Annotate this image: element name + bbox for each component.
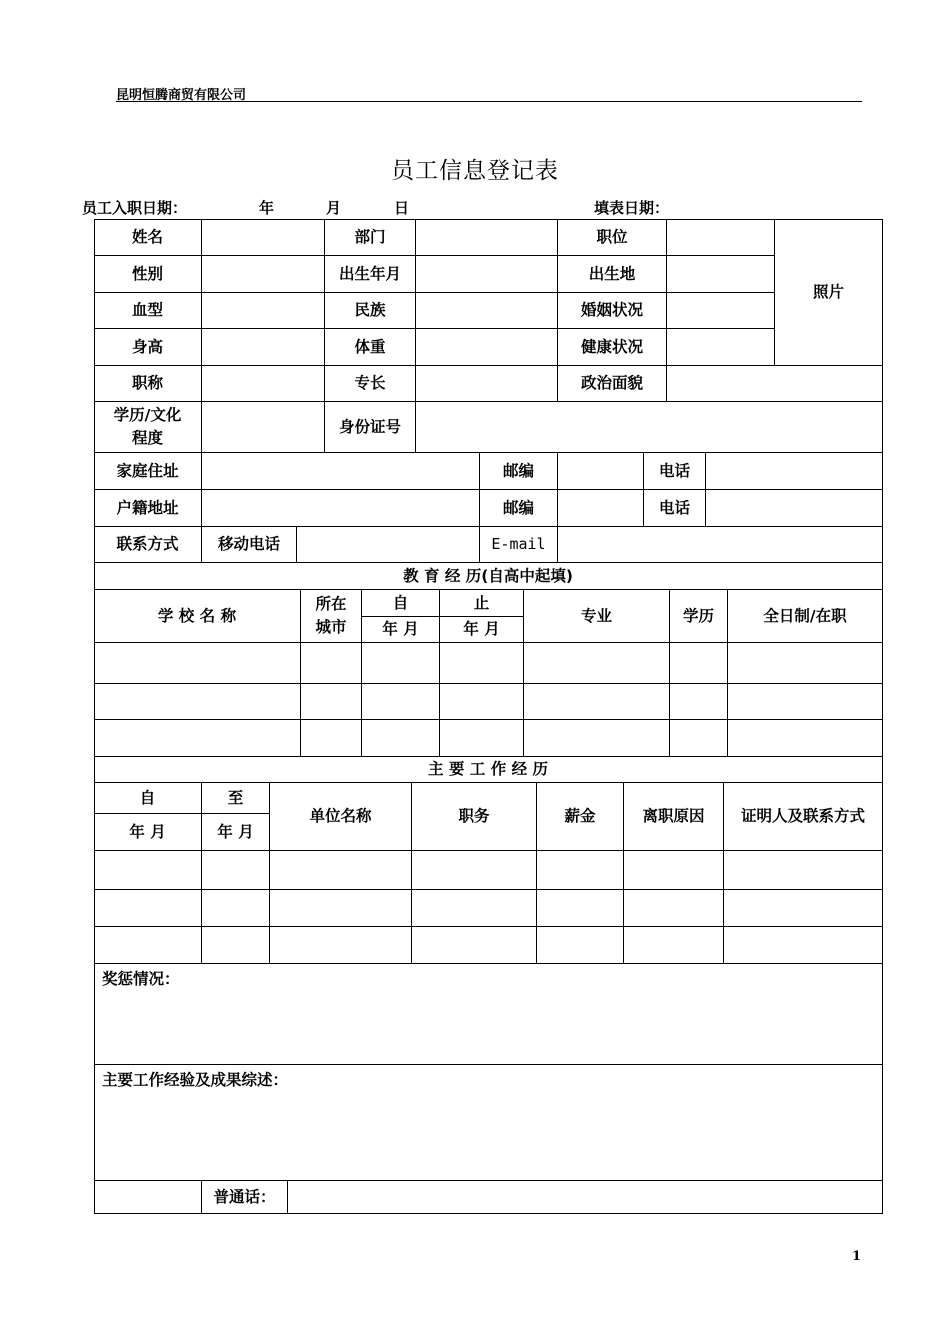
work-input-cell[interactable]: [94, 927, 202, 964]
label-registered-address: 户籍地址: [94, 490, 202, 527]
edu-input-cell[interactable]: [362, 643, 440, 684]
edu-input-cell[interactable]: [524, 684, 670, 720]
input-political-status[interactable]: [667, 366, 883, 402]
work-col-to: 至: [202, 783, 270, 814]
input-id-number[interactable]: [416, 402, 883, 453]
input-language-extra[interactable]: [94, 1181, 202, 1214]
edu-input-cell[interactable]: [362, 684, 440, 720]
label-mandarin: 普通话：: [202, 1181, 288, 1214]
edu-input-cell[interactable]: [362, 720, 440, 757]
entry-year-label: 年: [259, 199, 275, 217]
work-input-cell[interactable]: [412, 927, 537, 964]
work-input-cell[interactable]: [94, 851, 202, 890]
label-name: 姓名: [94, 219, 202, 256]
edu-input-cell[interactable]: [670, 720, 728, 757]
edu-col-major: 专业: [524, 590, 670, 643]
label-education-level: 学历/文化 程度: [94, 402, 202, 453]
label-mobile: 移动电话: [202, 527, 297, 563]
label-health-status: 健康状况: [558, 329, 667, 366]
page-number: 1: [852, 1249, 862, 1264]
summary-field: 主要工作经验及成果综述：: [94, 1065, 883, 1181]
input-home-address[interactable]: [202, 453, 480, 490]
work-heading: 主 要 工 作 经 历: [94, 757, 883, 783]
input-birth-place[interactable]: [667, 256, 775, 293]
edu-input-cell[interactable]: [440, 684, 524, 720]
work-col-leave-reason: 离职原因: [624, 783, 724, 851]
input-department[interactable]: [416, 219, 558, 256]
input-ethnicity[interactable]: [416, 293, 558, 329]
input-health-status[interactable]: [667, 329, 775, 366]
label-ethnicity: 民族: [325, 293, 416, 329]
label-position: 职位: [558, 219, 667, 256]
input-specialty[interactable]: [416, 366, 558, 402]
work-input-cell[interactable]: [412, 851, 537, 890]
label-weight: 体重: [325, 329, 416, 366]
work-col-from: 自: [94, 783, 202, 814]
work-col-from-ym: 年 月: [94, 814, 202, 851]
input-registered-phone[interactable]: [706, 490, 883, 527]
label-registered-postal-code: 邮编: [480, 490, 558, 527]
label-political-status: 政治面貌: [558, 366, 667, 402]
edu-input-cell[interactable]: [670, 643, 728, 684]
entry-month-label: 月: [326, 199, 342, 217]
edu-col-mode: 全日制/在职: [728, 590, 883, 643]
input-position[interactable]: [667, 219, 775, 256]
work-col-salary: 薪金: [537, 783, 624, 851]
label-home-postal-code: 邮编: [480, 453, 558, 490]
work-input-cell[interactable]: [202, 927, 270, 964]
label-specialty: 专长: [325, 366, 416, 402]
input-home-postal-code[interactable]: [558, 453, 644, 490]
edu-input-cell[interactable]: [301, 720, 362, 757]
input-registered-postal-code[interactable]: [558, 490, 644, 527]
input-title-rank[interactable]: [202, 366, 325, 402]
edu-col-school: 学 校 名 称: [94, 590, 301, 643]
edu-input-cell[interactable]: [94, 720, 301, 757]
input-mobile[interactable]: [297, 527, 480, 563]
edu-input-cell[interactable]: [301, 643, 362, 684]
work-input-cell[interactable]: [270, 927, 412, 964]
edu-col-to-ym: 年 月: [440, 617, 524, 643]
label-home-address: 家庭住址: [94, 453, 202, 490]
label-gender: 性别: [94, 256, 202, 293]
work-input-cell[interactable]: [537, 851, 624, 890]
label-home-phone: 电话: [644, 453, 706, 490]
input-education-level[interactable]: [202, 402, 325, 453]
input-marital-status[interactable]: [667, 293, 775, 329]
label-blood-type: 血型: [94, 293, 202, 329]
input-name[interactable]: [202, 219, 325, 256]
entry-day-label: 日: [394, 199, 410, 217]
label-marital-status: 婚姻状况: [558, 293, 667, 329]
edu-col-to: 止: [440, 590, 524, 617]
work-input-cell[interactable]: [94, 890, 202, 927]
label-registered-phone: 电话: [644, 490, 706, 527]
work-input-cell[interactable]: [270, 851, 412, 890]
work-col-to-ym: 年 月: [202, 814, 270, 851]
edu-input-cell[interactable]: [524, 720, 670, 757]
rewards-field: 奖惩情况：: [94, 964, 883, 1065]
work-input-cell[interactable]: [202, 851, 270, 890]
input-gender[interactable]: [202, 256, 325, 293]
input-registered-address[interactable]: [202, 490, 480, 527]
work-input-cell[interactable]: [724, 927, 883, 964]
company-name: 昆明恒腾商贸有限公司: [116, 88, 247, 103]
edu-input-cell[interactable]: [440, 643, 524, 684]
label-birth-date: 出生年月: [325, 256, 416, 293]
work-input-cell[interactable]: [724, 890, 883, 927]
work-input-cell[interactable]: [624, 927, 724, 964]
edu-input-cell[interactable]: [728, 643, 883, 684]
work-input-cell[interactable]: [270, 890, 412, 927]
work-input-cell[interactable]: [202, 890, 270, 927]
work-input-cell[interactable]: [537, 927, 624, 964]
input-home-phone[interactable]: [706, 453, 883, 490]
input-blood-type[interactable]: [202, 293, 325, 329]
input-birth-date[interactable]: [416, 256, 558, 293]
label-height: 身高: [94, 329, 202, 366]
photo-box: 照片: [775, 219, 883, 366]
label-email: E-mail: [480, 527, 558, 563]
work-col-company: 单位名称: [270, 783, 412, 851]
edu-input-cell[interactable]: [94, 643, 301, 684]
form-title: 员工信息登记表: [391, 158, 559, 184]
work-col-reference: 证明人及联系方式: [724, 783, 883, 851]
work-input-cell[interactable]: [624, 851, 724, 890]
work-input-cell[interactable]: [412, 890, 537, 927]
edu-input-cell[interactable]: [728, 684, 883, 720]
work-col-duty: 职务: [412, 783, 537, 851]
entry-date-label: 员工入职日期：: [82, 199, 188, 217]
edu-input-cell[interactable]: [524, 643, 670, 684]
input-weight[interactable]: [416, 329, 558, 366]
edu-input-cell[interactable]: [728, 720, 883, 757]
edu-col-degree: 学历: [670, 590, 728, 643]
edu-col-from: 自: [362, 590, 440, 617]
label-contact-method: 联系方式: [94, 527, 202, 563]
edu-col-from-ym: 年 月: [362, 617, 440, 643]
label-title-rank: 职称: [94, 366, 202, 402]
input-mandarin[interactable]: [288, 1181, 883, 1214]
work-input-cell[interactable]: [724, 851, 883, 890]
edu-col-city: 所在 城市: [301, 590, 362, 643]
input-height[interactable]: [202, 329, 325, 366]
work-input-cell[interactable]: [537, 890, 624, 927]
fill-date-label: 填表日期：: [594, 199, 670, 217]
education-heading: 教 育 经 历(自高中起填): [94, 563, 883, 590]
edu-input-cell[interactable]: [670, 684, 728, 720]
edu-input-cell[interactable]: [301, 684, 362, 720]
input-email[interactable]: [558, 527, 883, 563]
edu-input-cell[interactable]: [440, 720, 524, 757]
header-rule: [116, 101, 862, 102]
edu-input-cell[interactable]: [94, 684, 301, 720]
label-birth-place: 出生地: [558, 256, 667, 293]
label-id-number: 身份证号: [325, 402, 416, 453]
label-department: 部门: [325, 219, 416, 256]
work-input-cell[interactable]: [624, 890, 724, 927]
